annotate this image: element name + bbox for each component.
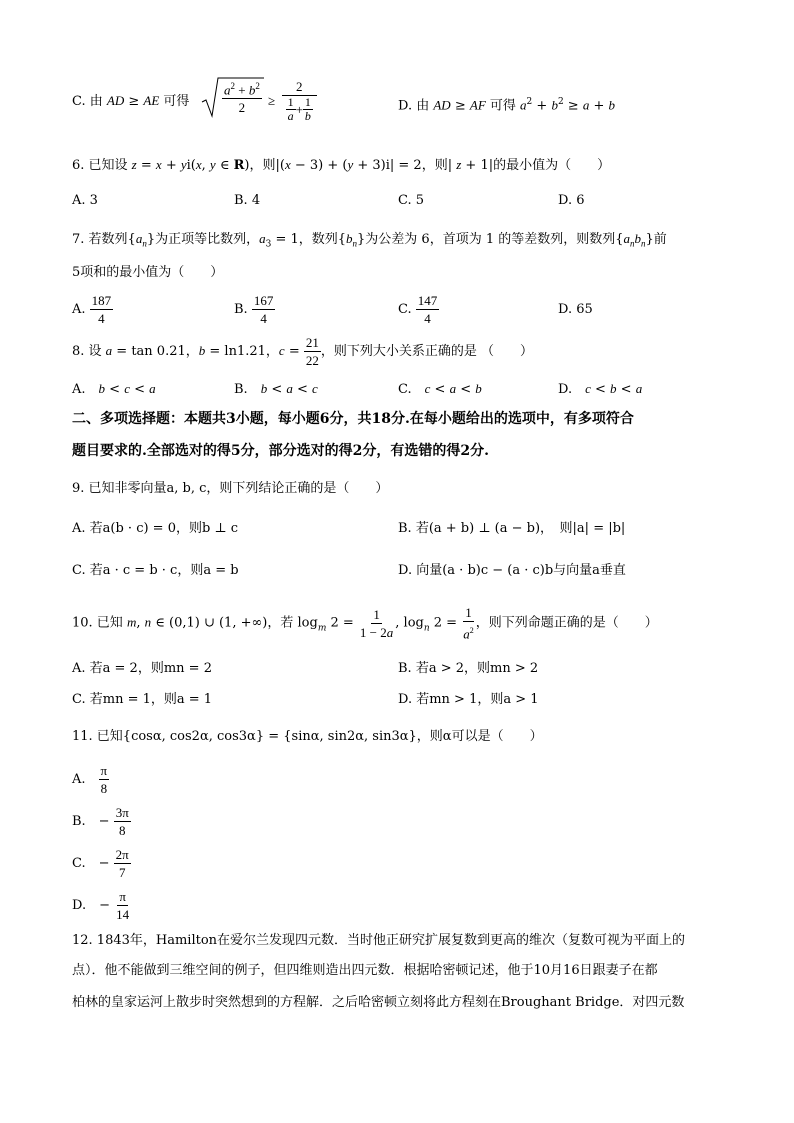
q6-option-c: C. 5 [398,193,425,208]
q9-option-d: D. 向量(a · b)c − (a · c)b与向量a垂直 [398,563,626,578]
q11-option-b: B. − $\frac{3\pi}{8}$ [72,805,129,838]
q7-option-c: C. $\frac{147}{4}$ [398,293,438,326]
q11-option-d: D. − $\frac{\pi}{14}$ [72,889,130,922]
q6-option-a: A. 3 [72,193,98,208]
q11-stem: 11. 已知{cosα, cos2α, cos3α} = {sinα, sin2α, sin3α}，则α可以是（ ） [72,729,543,744]
q11-option-a: A. $\frac{\pi}{8}$ [72,763,108,796]
q6-option-d: D. 6 [558,193,585,208]
q6-option-b: B. 4 [234,193,261,208]
q7-option-d: D. 65 [558,302,593,317]
section2-heading-line1: 二、多项选择题：本题共3小题，每小题6分，共18分.在每小题给出的选项中，有多项符合 [72,411,634,427]
q8-option-a: A. b < c < a [72,381,156,397]
q7-stem-line2: 5项和的最小值为（ ） [72,265,224,280]
q8-option-b: B. b < a < c [234,381,318,397]
q10-option-b: B. 若a > 2，则mn > 2 [398,661,539,676]
q10-option-c: C. 若mn = 1，则a = 1 [72,692,213,707]
section2-heading-line2: 题目要求的.全部选对的得5分，部分选对的得2分，有选错的得2分. [72,443,489,459]
q6-stem: 6. 已知设 z = x + yi(x, y ∈ R)，则|(x − 3) + (y + 3)i| = 2，则| z + 1|的最小值为（ ） [72,157,611,173]
q11-option-c: C. − $\frac{2\pi}{7}$ [72,847,129,880]
q8-option-d: D. c < b < a [558,381,643,397]
q12-line1: 12. 1843年，Hamilton在爱尔兰发现四元数．当时他正研究扩展复数到更高的维次（复数可视为平面上的 [72,933,686,948]
q8-stem: 8. 设 a = tan 0.21，b = ln1.21，c = $\frac{21}{22}$ ，则下列大小关系正确的是 （ ） [72,335,533,368]
q5-option-d: D. 由 AD ≥ AF 可得 $a^2 + b^2 \ge a + b$ [398,97,616,114]
q9-option-c: C. 若a · c = b · c，则a = b [72,563,239,578]
q9-option-b: B. 若(a + b) ⊥ (a − b)， 则|a| = |b| [398,521,626,536]
q9-option-a: A. 若a(b · c) = 0，则b ⊥ c [72,521,239,536]
q12-line2: 点）．他不能做到三维空间的例子，但四维则造出四元数．根据哈密顿记述，他于10月16日跟妻子在都 [72,963,658,978]
q8-option-c: C. c < a < b [398,381,482,397]
q12-line3: 柏林的皇家运河上散步时突然想到的方程解．之后哈密顿立刻将此方程刻在Broughant Bridge．对四元数 [72,995,685,1010]
q10-option-a: A. 若a = 2，则mn = 2 [72,661,212,676]
q7-option-b: B. $\frac{167}{4}$ [234,293,274,326]
q10-stem: 10. 已知 m, n ∈ (0,1) ∪ (1, +∞)，若 $\log_m 2$ = $\frac{1}{1 - 2a}$ , $\log_n 2$ = $\frac{1}{a^2}$ ，则下列命题正确的是（ ） [72,605,658,642]
q7-stem-line1: 7. 若数列$\{a_n\}$为正项等比数列，$a_3 = 1$，数列$\{b_n\}$为公差为 6，首项为 1 的等差数列，则数列$\{a_nb_n\}$前 [72,231,667,250]
q9-stem: 9. 已知非零向量a, b, c，则下列结论正确的是（ ） [72,481,389,496]
q7-option-a: A. $\frac{187}{4}$ [72,293,112,326]
q10-option-d: D. 若mn > 1，则a > 1 [398,692,539,707]
